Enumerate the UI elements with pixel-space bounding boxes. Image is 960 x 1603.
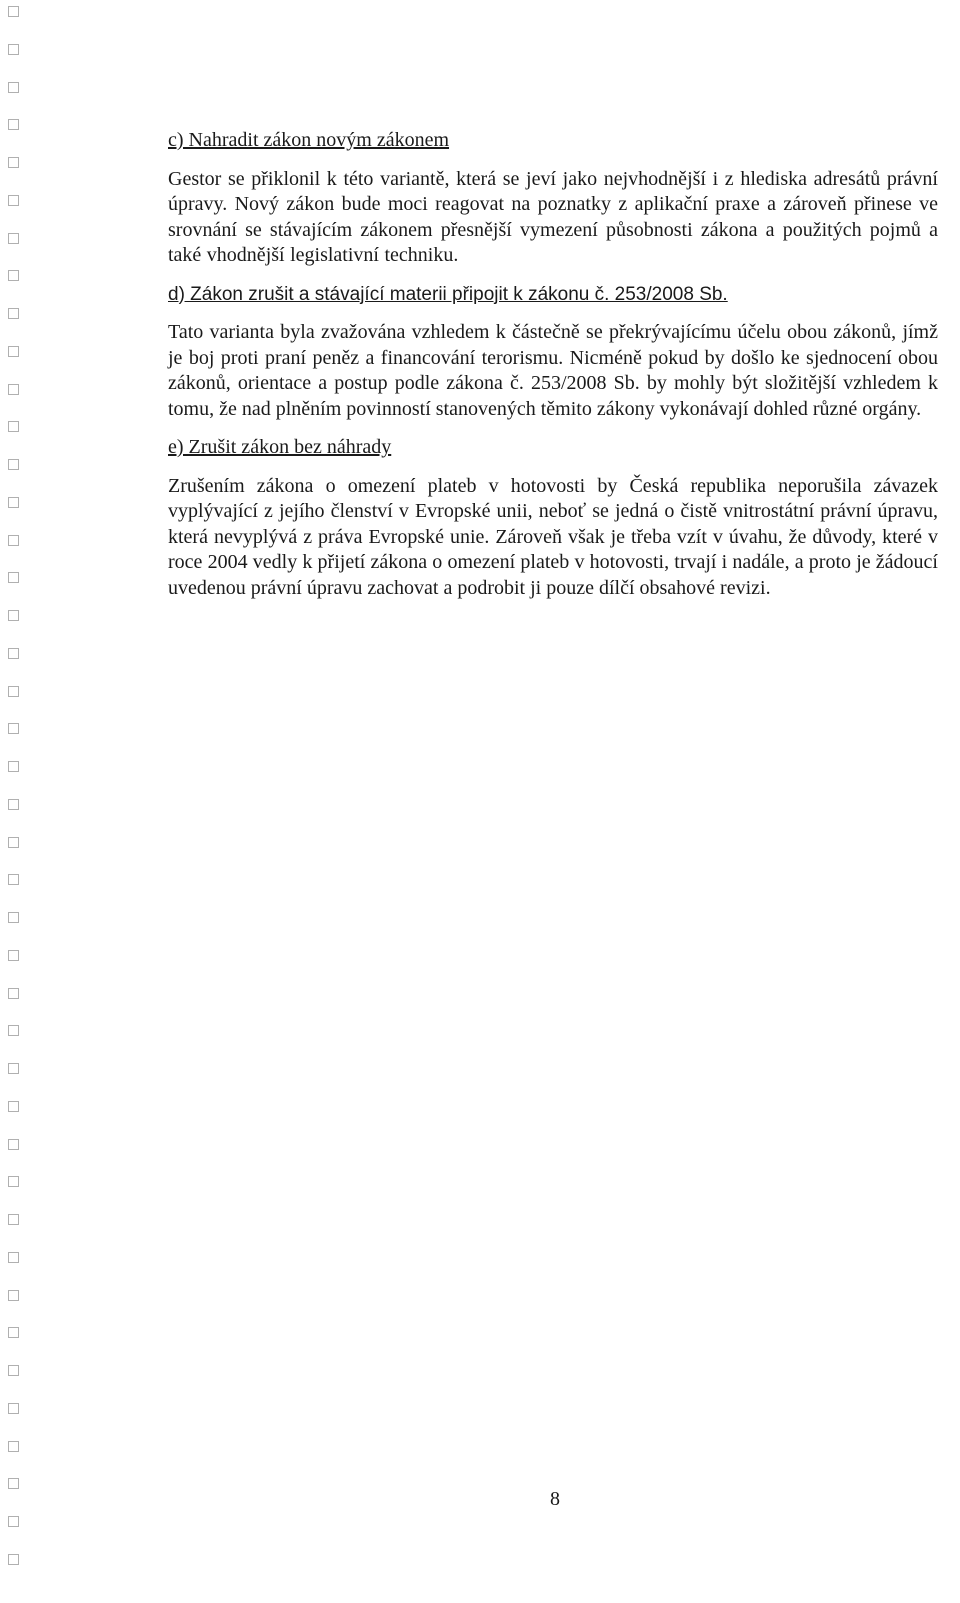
section-paragraph: Tato varianta byla zvažována vzhledem k částečně se překrývajícímu účelu obou zákonů, jímž je boj proti praní peněz a financování terorismu. Nicméně pokud by došlo ke sjednocení obou zákonů, orientace a postup podle zákona č. 253/2008 Sb. by mohly být složitější vzhledem k tomu, že nad plněním povinností stanovených těmito zákony vykonávají dohled různé orgány. xyxy=(168,321,938,420)
margin-box xyxy=(8,1176,19,1187)
section-heading: e) Zrušit zákon bez náhrady xyxy=(168,436,392,458)
section-paragraph: Zrušením zákona o omezení plateb v hotovosti by Česká republika neporušila závazek vyplývající z jejího členství v Evropské unii, neboť se jedná o čistě vnitrostátní právní úpravu, která nevyplývá z práva Evropské unie. Zároveň však je třeba vzít v úvahu, že důvody, které v roce 2004 vedly k přijetí zákona o omezení plateb v hotovosti, trvají i nadále, a proto je žádoucí uvedenou právní úpravu zachovat a podrobit ji pouze dílčí obsahové revizi. xyxy=(168,474,938,599)
margin-box xyxy=(8,459,19,470)
margin-box xyxy=(8,761,19,772)
margin-box xyxy=(8,497,19,508)
margin-box xyxy=(8,346,19,357)
document-body xyxy=(168,128,938,614)
margin-box xyxy=(8,1516,19,1527)
margin-box xyxy=(8,1403,19,1414)
margin-box xyxy=(8,912,19,923)
margin-box xyxy=(8,1252,19,1263)
margin-checkbox-column xyxy=(8,6,22,1596)
margin-box xyxy=(8,1101,19,1112)
margin-box xyxy=(8,384,19,395)
margin-box xyxy=(8,1554,19,1565)
section-e xyxy=(168,435,938,601)
margin-box xyxy=(8,648,19,659)
page-number: 8 xyxy=(550,1488,560,1510)
margin-box xyxy=(8,119,19,130)
margin-box xyxy=(8,988,19,999)
section-paragraph: Gestor se přiklonil k této variantě, která se jeví jako nejvhodnější i z hlediska adresátů právní úpravy. Nový zákon bude moci reagovat na poznatky z aplikační praxe a zároveň přinese ve srovnání se stávajícím zákonem přesnější vymezení působnosti zákona a použitých pojmů a také vhodnější legislativní techniku. xyxy=(168,167,938,266)
margin-box xyxy=(8,233,19,244)
margin-box xyxy=(8,1327,19,1338)
margin-box xyxy=(8,82,19,93)
margin-box xyxy=(8,157,19,168)
section-heading: c) Nahradit zákon novým zákonem xyxy=(168,129,450,151)
section-d xyxy=(168,282,938,423)
section-heading: d) Zákon zrušit a stávající materii připojit k zákonu č. 253/2008 Sb. xyxy=(168,283,728,305)
margin-box xyxy=(8,572,19,583)
margin-box xyxy=(8,1290,19,1301)
margin-box xyxy=(8,837,19,848)
margin-box xyxy=(8,1063,19,1074)
margin-box xyxy=(8,1139,19,1150)
margin-box xyxy=(8,308,19,319)
margin-box xyxy=(8,270,19,281)
margin-box xyxy=(8,874,19,885)
margin-box xyxy=(8,44,19,55)
margin-box xyxy=(8,1025,19,1036)
margin-box xyxy=(8,1441,19,1452)
section-c xyxy=(168,128,938,269)
margin-box xyxy=(8,723,19,734)
margin-box xyxy=(8,195,19,206)
margin-box xyxy=(8,610,19,621)
margin-box xyxy=(8,1365,19,1376)
margin-box xyxy=(8,950,19,961)
margin-box xyxy=(8,421,19,432)
margin-box xyxy=(8,535,19,546)
margin-box xyxy=(8,6,19,17)
margin-box xyxy=(8,799,19,810)
margin-box xyxy=(8,1214,19,1225)
margin-box xyxy=(8,686,19,697)
